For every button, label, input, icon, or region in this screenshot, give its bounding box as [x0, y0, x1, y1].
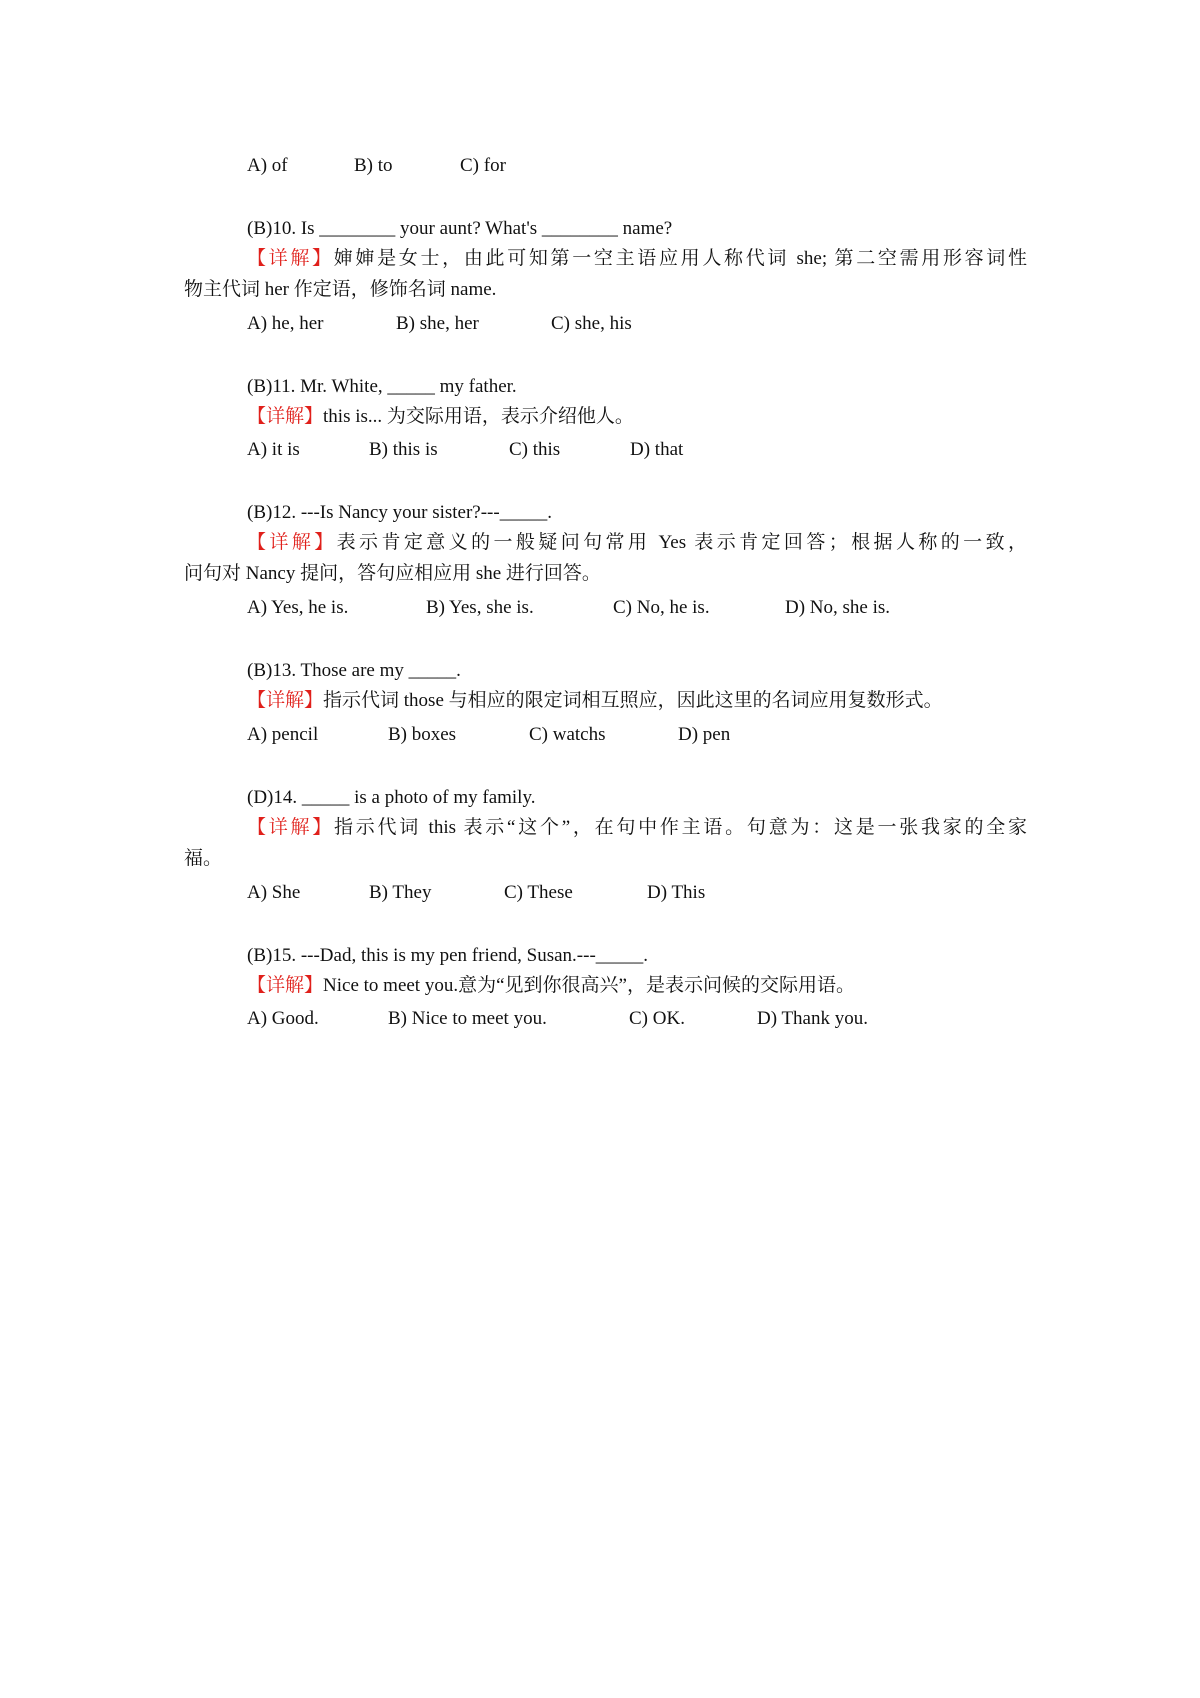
- q13-option-d: D) pen: [678, 724, 731, 745]
- q15-stem: (B)15. ---Dad, this is my pen friend, Susan.---_____.: [247, 945, 649, 966]
- q10-option-a: A) he, her: [247, 313, 324, 334]
- q9-option-c: C) for: [460, 155, 506, 176]
- q14-stem: (D)14. _____ is a photo of my family.: [247, 787, 536, 808]
- q13-option-a: A) pencil: [247, 724, 319, 745]
- q11-explanation-tag: 【详解】: [247, 406, 324, 427]
- q11-stem: (B)11. Mr. White, _____ my father.: [247, 376, 517, 397]
- q12-explanation-text-1: 表示肯定意义的一般疑问句常用 Yes 表示肯定回答；根据人称的一致，: [336, 532, 1027, 553]
- q11-option-d: D) that: [630, 439, 684, 460]
- q15-explanation-tag: 【详解】: [247, 975, 324, 996]
- q13-option-c: C) watchs: [529, 724, 606, 745]
- q12-option-c: C) No, he is.: [613, 597, 710, 618]
- q12-explanation-line-2: 问句对 Nancy 提问，答句应相应用 she 进行回答。: [184, 563, 601, 584]
- q10-option-c: C) she, his: [551, 313, 632, 334]
- q11-option-b: B) this is: [369, 439, 438, 460]
- q12-explanation-line-1: [247, 530, 1027, 556]
- q12-option-b: B) Yes, she is.: [426, 597, 534, 618]
- q10-explanation-line-1: [247, 246, 1027, 272]
- q14-explanation-text-1: 指示代词 this 表示“这个”，在句中作主语。句意为：这是一张我家的全家: [334, 817, 1027, 838]
- q10-explanation-text-1: 婶婶是女士，由此可知第一空主语应用人称代词 she; 第二空需用形容词性: [333, 248, 1027, 269]
- q15-explanation-line-1: [247, 973, 855, 999]
- q9-option-a: A) of: [247, 155, 288, 176]
- q10-stem: (B)10. Is ________ your aunt? What's ________ name?: [247, 218, 673, 239]
- q14-explanation-tag: 【详解】: [247, 817, 335, 838]
- q15-explanation-text-1: Nice to meet you.意为“见到你很高兴”，是表示问候的交际用语。: [323, 975, 855, 996]
- q14-option-d: D) This: [647, 882, 706, 903]
- q13-explanation-line-1: [247, 688, 943, 714]
- q13-option-b: B) boxes: [388, 724, 457, 745]
- q14-option-a: A) She: [247, 882, 301, 903]
- q14-explanation-line-2: 福。: [184, 848, 223, 869]
- q12-option-a: A) Yes, he is.: [247, 597, 349, 618]
- q15-option-a: A) Good.: [247, 1008, 319, 1029]
- q13-explanation-tag: 【详解】: [247, 690, 324, 711]
- q11-explanation-text-1: this is... 为交际用语，表示介绍他人。: [323, 406, 634, 427]
- q12-explanation-tag: 【详解】: [247, 532, 337, 553]
- q11-explanation-line-1: [247, 404, 634, 430]
- q15-option-b: B) Nice to meet you.: [388, 1008, 547, 1029]
- q12-stem: (B)12. ---Is Nancy your sister?---_____.: [247, 502, 552, 523]
- q14-option-b: B) They: [369, 882, 432, 903]
- q9-option-b: B) to: [354, 155, 393, 176]
- q11-option-a: A) it is: [247, 439, 300, 460]
- q10-explanation-tag: 【详解】: [247, 248, 334, 269]
- q10-explanation-line-2: 物主代词 her 作定语，修饰名词 name.: [184, 279, 497, 300]
- q13-stem: (B)13. Those are my _____.: [247, 660, 461, 681]
- q14-explanation-line-1: [247, 815, 1027, 841]
- q14-option-c: C) These: [504, 882, 573, 903]
- q13-explanation-text-1: 指示代词 those 与相应的限定词相互照应，因此这里的名词应用复数形式。: [323, 690, 943, 711]
- q15-option-d: D) Thank you.: [757, 1008, 868, 1029]
- q12-option-d: D) No, she is.: [785, 597, 891, 618]
- q11-option-c: C) this: [509, 439, 561, 460]
- q15-option-c: C) OK.: [629, 1008, 685, 1029]
- q10-option-b: B) she, her: [396, 313, 479, 334]
